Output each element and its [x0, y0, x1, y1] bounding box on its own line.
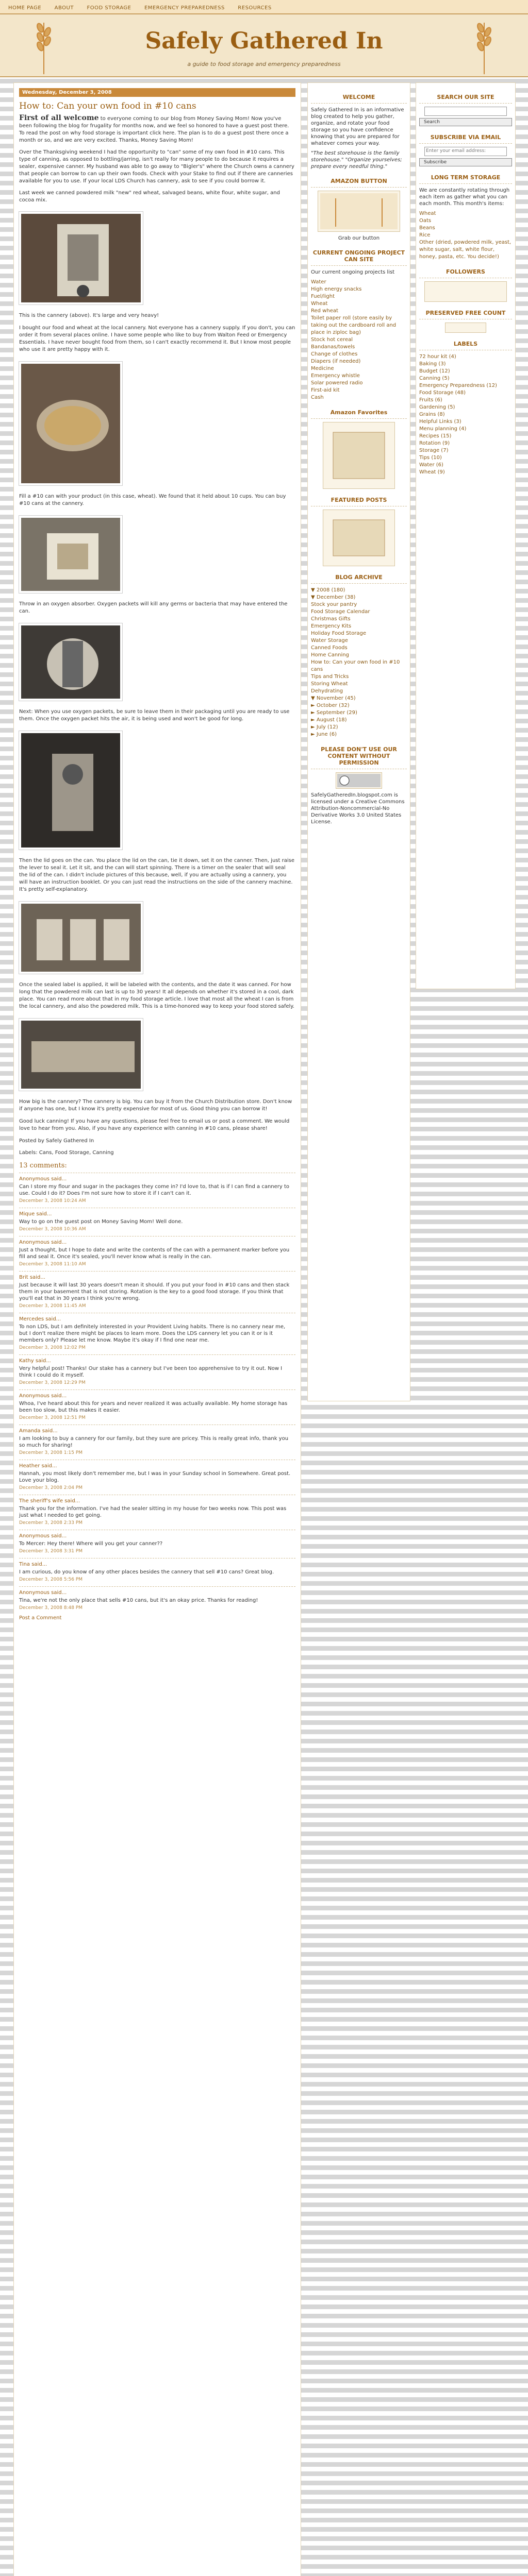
comment-author[interactable]: Heather said... — [19, 1463, 57, 1469]
widget-title: FOLLOWERS — [419, 266, 512, 278]
product-icon — [328, 427, 390, 484]
sidebar-right — [416, 82, 516, 989]
archive-item[interactable]: Holiday Food Storage — [311, 631, 367, 636]
label-link[interactable]: Helpful Links (3) — [419, 419, 461, 425]
comment-text: I am looking to buy a cannery for our family, but they sure are pricey. This is really great info, thank you so much for sharing! — [19, 1436, 289, 1448]
comment-text: To non LDS, but I am definitely interested in your Provident Living habits. There is no cannery near me, but I don't realize there might be places to learn more. Does the LDS cannery let you can it or is it members only? Please let me know. Maybe it's okay if I find one near me. — [19, 1324, 286, 1343]
widget-title: LONG TERM STORAGE — [419, 172, 512, 184]
list-item: Oats — [419, 218, 432, 224]
label-link[interactable]: Emergency Preparedness (12) — [419, 383, 497, 388]
oxygen-packets-photo — [19, 623, 122, 701]
widget-title: WELCOME — [311, 91, 407, 104]
list-item: Solar powered radio — [311, 380, 363, 386]
comment-author[interactable]: Anonymous said... — [19, 1176, 67, 1182]
list-item: Diapers (if needed) — [311, 359, 361, 364]
subscribe-button[interactable]: Subscribe — [419, 158, 512, 166]
comment — [19, 1530, 295, 1558]
comment-author[interactable]: Mique said... — [19, 1211, 52, 1217]
archive-item[interactable]: ► October (32) — [311, 703, 350, 708]
comment — [19, 1586, 295, 1615]
featured-post-image[interactable] — [323, 510, 395, 566]
label-link[interactable]: Fruits (6) — [419, 397, 442, 403]
comment-text: Just a thought, but I hope to date and write the contents of the can with a permanent marker before you fill and seal it. Once it's sealed, you'll never know what is really in the can. — [19, 1247, 290, 1260]
site-description: a guide to food storage and emergency preparedness — [187, 61, 341, 67]
label-link[interactable]: Baking (3) — [419, 361, 446, 367]
archive-item[interactable]: Home Canning — [311, 652, 349, 658]
comment-date[interactable]: December 3, 2008 3:31 PM — [19, 1549, 83, 1554]
post-paragraph: Last week we canned powdered milk "new" red wheat, salvaged beans, white flour, white sugar, and cocoa mix. — [19, 190, 280, 203]
current-project-list — [311, 279, 407, 401]
comment-author[interactable]: Anonymous said... — [19, 1393, 67, 1399]
comment-text: Hannah, you most likely don't remember me, but I was in your Sunday school in Somewhere. Great post. Love your blog. — [19, 1471, 291, 1483]
grab-button-label: Grab our button — [338, 235, 380, 241]
comment-author[interactable]: Amanda said... — [19, 1428, 58, 1434]
comment — [19, 1354, 295, 1389]
post-intro — [19, 114, 295, 144]
photo-caption: Once the sealed label is applied, it will be labeled with the contents, and the date it was canned. For how long that the powdered milk can last is up to 30 years! It all depends on whether it's stored in a cool, dark place. You can read more about that in my food storage article. I love that most all the wheat I can is from the local cannery, and also the powdered milk. This is a time-honored way to keep your food stored safely. — [19, 982, 294, 1009]
comment-date[interactable]: December 3, 2008 2:33 PM — [19, 1520, 83, 1526]
label-link[interactable]: Grains (8) — [419, 412, 445, 417]
search-input[interactable] — [424, 107, 507, 116]
comment-text: Tina, we're not the only place that sells #10 cans, but it's an okay price. Thanks for reading! — [19, 1598, 258, 1603]
widget-title: SEARCH OUR SITE — [419, 91, 512, 104]
comment-author[interactable]: The sheriff's wife said... — [19, 1498, 80, 1504]
archive-item[interactable]: Emergency Kits — [311, 623, 352, 629]
list-item: Other (dried, powdered milk, yeast, white sugar, salt, white flour, honey, pasta, etc. You decide!) — [419, 240, 512, 260]
site-title[interactable]: Safely Gathered In — [145, 28, 383, 54]
comment — [19, 1208, 295, 1236]
labels-list — [419, 353, 512, 476]
list-item: Toilet paper roll (store easily by taking out the cardboard roll and place in ziploc bag) — [311, 315, 397, 335]
photo-caption: How big is the cannery? The cannery is big. You can buy it from the Church Distribution store. Don't know if anyone has one, but I know it's pretty expensive for most of us. Good thing you can borrow it! — [19, 1099, 292, 1112]
comment-date[interactable]: December 3, 2008 10:36 AM — [19, 1227, 86, 1232]
label-link[interactable]: Tips (10) — [419, 455, 442, 461]
comment-date[interactable]: December 3, 2008 8:48 PM — [19, 1605, 83, 1611]
archive-item[interactable]: Water Storage — [311, 638, 348, 643]
label-link[interactable]: Rotation (9) — [419, 440, 450, 446]
archive-item[interactable]: ► July (12) — [311, 724, 338, 730]
current-project-text: Our current ongoing projects list — [311, 269, 395, 275]
labeled-cans-photo — [19, 902, 143, 974]
comment-date[interactable]: December 3, 2008 12:29 PM — [19, 1380, 86, 1385]
comment-date[interactable]: December 3, 2008 5:56 PM — [19, 1577, 83, 1582]
label-link[interactable]: Gardening (5) — [419, 404, 455, 410]
list-item: Fuel/light — [311, 294, 335, 299]
comment-text: Thank you for the information. I've had the sealer sitting in my house for two weeks now. This post was just what I needed to get going. — [19, 1506, 287, 1518]
post-date: Wednesday, December 3, 2008 — [19, 88, 295, 97]
list-item: First-aid kit — [311, 387, 340, 393]
comment-date[interactable]: December 3, 2008 12:51 PM — [19, 1415, 86, 1420]
comment-text: I am curious, do you know of any other places besides the cannery that sell #10 cans? Great blog. — [19, 1569, 274, 1575]
list-item: Rice — [419, 232, 431, 238]
label-link[interactable]: Water (6) — [419, 462, 443, 468]
archive-item[interactable]: Stock your pantry — [311, 602, 357, 607]
comment — [19, 1271, 295, 1313]
creative-commons-badge[interactable] — [336, 772, 382, 789]
archive-item[interactable]: Canned Foods — [311, 645, 348, 651]
post-paragraph: Over the Thanksgiving weekend I had the opportunity to "can" some of my own food in #10 cans. This type of canning, as opposed to bottling/jarring, isn't really for many people to do because it requires a sealer, expensive canner. My husband was able to go away to "Bigler's" where the Church owns a cannery that people can borrow to can up their own foods. Check with your Stake to find out if there are canneries available for you to use. If your local LDS Church has cannery, ask to see if you could borrow it. — [19, 149, 294, 184]
list-item: Change of clothes — [311, 351, 358, 357]
can-filling-photo — [19, 362, 122, 485]
comment-author[interactable]: Brit said... — [19, 1275, 45, 1280]
label-link[interactable]: Wheat (9) — [419, 469, 445, 475]
comments-header: 13 comments: — [19, 1162, 67, 1170]
archive-item[interactable]: Storing Wheat — [311, 681, 348, 687]
photo-caption: Next: When you use oxygen packets, be sure to leave them in their packaging until you are ready to use them. Once the oxygen packet hits the air, it is being used and won't be good for long. — [19, 709, 290, 722]
photo-caption: This is the cannery (above). It's large and very heavy! — [19, 313, 159, 318]
followers-widget[interactable] — [424, 281, 507, 302]
label-link[interactable]: Canning (5) — [419, 376, 450, 381]
comment-author[interactable]: Tina said... — [19, 1562, 47, 1567]
comment — [19, 1558, 295, 1586]
list-item: Water — [311, 279, 326, 285]
comment-date[interactable]: December 3, 2008 12:02 PM — [19, 1345, 86, 1350]
archive-item[interactable]: ▼ November (45) — [311, 696, 356, 701]
archive-item[interactable]: ▼ 2008 (180) — [311, 587, 345, 593]
list-item: Wheat — [311, 301, 328, 307]
comment-text: Whoa, I've heard about this for years and never realized it was actually available. My home storage has been too slow, but this makes it easier. — [19, 1401, 288, 1413]
archive-item[interactable]: Dehydrating — [311, 688, 343, 694]
list-item: Cash — [311, 395, 324, 400]
widget-title: FEATURED POSTS — [311, 494, 407, 506]
comment-author[interactable]: Anonymous said... — [19, 1590, 67, 1596]
label-link[interactable]: Menu planning (4) — [419, 426, 467, 432]
amazon-product-image[interactable] — [323, 422, 395, 489]
widget-title: SUBSCRIBE VIA EMAIL — [419, 131, 512, 144]
list-item: Beans — [419, 225, 435, 231]
license-text: SafelyGatheredIn.blogspot.com is licensed under a Creative Commons Attribution-Noncommercial-No Derivative Works 3.0 United States License. — [311, 792, 405, 825]
comment-author[interactable]: Kathy said... — [19, 1358, 51, 1364]
blog-archive-list — [311, 587, 407, 738]
comment-author[interactable]: Anonymous said... — [19, 1240, 67, 1245]
comment — [19, 1236, 295, 1271]
widget-title: LABELS — [419, 338, 512, 350]
nav-resources[interactable]: RESOURCES — [238, 5, 272, 11]
wheat-logo-icon — [320, 193, 398, 229]
label-link[interactable]: 72 hour kit (4) — [419, 354, 456, 360]
archive-item[interactable]: ► September (29) — [311, 710, 357, 716]
comment-text: Very helpful post! Thanks! Our stake has a cannery but I've been too apprehensive to try it out. Now I think I could do it myself. — [19, 1366, 283, 1378]
comment — [19, 1313, 295, 1354]
photo-caption: Good luck canning! If you have any questions, please feel free to email us or post a comment. We would love to hear from you. Also, if you have any experience with canning in #10 cans, please share! — [19, 1118, 290, 1131]
label-link[interactable]: Recipes (15) — [419, 433, 452, 439]
label-link[interactable]: Storage (7) — [419, 448, 449, 453]
archive-item[interactable]: How to: Can your own food in #10 cans — [311, 659, 400, 672]
archive-item[interactable]: Christmas Gifts — [311, 616, 351, 622]
archive-item[interactable]: ▼ December (38) — [311, 595, 356, 600]
nav-food-storage[interactable]: FOOD STORAGE — [87, 5, 131, 11]
comment-date[interactable]: December 3, 2008 11:10 AM — [19, 1262, 86, 1267]
post-subtitle: First of all welcome — [19, 114, 99, 122]
cannery-photo — [19, 212, 143, 304]
photo-caption: I bought our food and wheat at the local cannery. Not everyone has a cannery supply. If you don't, you can order it from several places online. I have some people who like to buy from Walton Feed or Emergency Essentials. I have never bought food from them, so I can't exactly recommend it. But I know most people who use it are pretty happy with it. — [19, 325, 295, 352]
list-item: Medicine — [311, 366, 334, 371]
widget-title: PRESERVED FREE COUNT — [419, 307, 512, 319]
post-labels[interactable]: Labels: Cans, Food Storage, Canning — [19, 1150, 114, 1156]
comment — [19, 1173, 295, 1208]
search-button[interactable]: Search — [419, 118, 512, 126]
comment-date[interactable]: December 3, 2008 2:04 PM — [19, 1485, 83, 1490]
archive-item[interactable]: ► June (6) — [311, 732, 337, 737]
welcome-text: Safely Gathered In is an informative blog created to help you gather, organize, and rotate your food storage so you have confidence knowing that you are prepared for whatever comes your way. — [311, 107, 404, 146]
comment — [19, 1425, 295, 1460]
label-link[interactable]: Food Storage (48) — [419, 390, 466, 396]
comment-date[interactable]: December 3, 2008 10:24 AM — [19, 1198, 86, 1204]
sealing-photo — [19, 731, 122, 850]
comment — [19, 1460, 295, 1495]
comment-text: To Mercer: Hey there! Where will you get your canner?? — [19, 1541, 163, 1547]
nav-home[interactable]: HOME PAGE — [8, 5, 42, 11]
widget-title: PLEASE DON'T USE OUR CONTENT WITHOUT PERMISSION — [311, 743, 407, 769]
post-author: Posted by Safely Gathered In — [19, 1138, 94, 1144]
post-title[interactable]: How to: Can your own food in #10 cans — [19, 101, 196, 111]
post-comment-link[interactable]: Post a Comment — [19, 1615, 62, 1621]
label-link[interactable]: Budget (12) — [419, 368, 450, 374]
cc-license-icon — [337, 774, 381, 787]
list-item: Emergency whistle — [311, 373, 360, 379]
comment-text: Can I store my flour and sugar in the packages they come in? I'd love to, that is if I can find a cannery to use. Could I do it? Does I'm not sure how to store it if I can't can it. — [19, 1184, 290, 1196]
comment — [19, 1495, 295, 1530]
archive-item[interactable]: Food Storage Calendar — [311, 609, 370, 615]
quote-text: "The best storehouse is the family storehouse." "Organize yourselves; prepare every needful thing." — [311, 150, 402, 170]
stored-cans-photo — [19, 1019, 143, 1091]
sidebar-middle — [307, 82, 410, 1401]
counter-widget — [445, 323, 486, 333]
comment-date[interactable]: December 3, 2008 1:15 PM — [19, 1450, 83, 1455]
widget-title: Amazon Favorites — [311, 406, 407, 419]
nav-about[interactable]: ABOUT — [54, 5, 74, 11]
list-item: Wheat — [419, 211, 436, 216]
photo-caption: Then the lid goes on the can. You place the lid on the can, tie it down, set it on the canner. Then, just raise the lever to seal it. Let it sit, and the can will start spinning. There is a timer on the sealer that will seal the lid of the can. I didn't include pictures of this because, well, if you are actually using a cannery, you will have an instruction booklet. Or you can just read the instructions on the side of the cannery machine. It's pretty self-explanatory. — [19, 858, 294, 892]
archive-item[interactable]: Tips and Tricks — [311, 674, 349, 680]
top-nav — [0, 0, 528, 14]
email-field[interactable]: Enter your email address: — [424, 147, 507, 156]
list-item: Red wheat — [311, 308, 338, 314]
widget-title: BLOG ARCHIVE — [311, 571, 407, 584]
comment — [19, 1389, 295, 1425]
comment-author[interactable]: Mercedes said... — [19, 1316, 61, 1322]
comment-author[interactable]: Anonymous said... — [19, 1533, 67, 1539]
post-intro-text: to everyone coming to our blog from Money Saving Mom! Now you've been following the blog for frugality for months now, and we feel so honored to have a guest post there. To read the post on why food storage is important click here. The plan is to do a guest post there once a month or so, and we are very excited. Thanks, Money Saving Mom! — [19, 116, 289, 143]
list-item: High energy snacks — [311, 286, 362, 292]
comment-text: Just because it will last 30 years doesn't mean it should. If you put your food in #10 cans and then stack them in your basement that is not storing. Rotation is the key to a good food storage. If you think that you'll eat that in 30 years I think you're wrong. — [19, 1282, 290, 1301]
longterm-list — [419, 210, 512, 261]
photo-caption: Fill a #10 can with your product (in this case, wheat). We found that it held about 10 cups. You can buy #10 cans at the cannery. — [19, 494, 286, 506]
list-item: Stock hot cereal — [311, 337, 353, 343]
widget-title: CURRENT ONGOING PROJECT CAN SITE — [311, 247, 407, 266]
nav-emergency[interactable]: EMERGENCY PREPAREDNESS — [144, 5, 225, 11]
main-column — [13, 82, 301, 2576]
site-header — [0, 14, 528, 77]
comment-text: Way to go on the guest post on Money Saving Mom! Well done. — [19, 1219, 183, 1225]
oxygen-absorber-photo — [19, 516, 122, 593]
comments-list — [19, 1173, 295, 1615]
longterm-text: We are constantly rotating through each item as gather what you can each month. This month's items: — [419, 188, 510, 207]
featured-image-icon — [328, 515, 390, 561]
list-item: Bandanas/towels — [311, 344, 355, 350]
widget-title: AMAZON BUTTON — [311, 175, 407, 188]
photo-caption: Throw in an oxygen absorber. Oxygen packets will kill any germs or bacteria that may have entered the can. — [19, 601, 288, 614]
archive-item[interactable]: ► August (18) — [311, 717, 347, 723]
site-button-image[interactable] — [318, 191, 400, 232]
comment-date[interactable]: December 3, 2008 11:45 AM — [19, 1303, 86, 1309]
